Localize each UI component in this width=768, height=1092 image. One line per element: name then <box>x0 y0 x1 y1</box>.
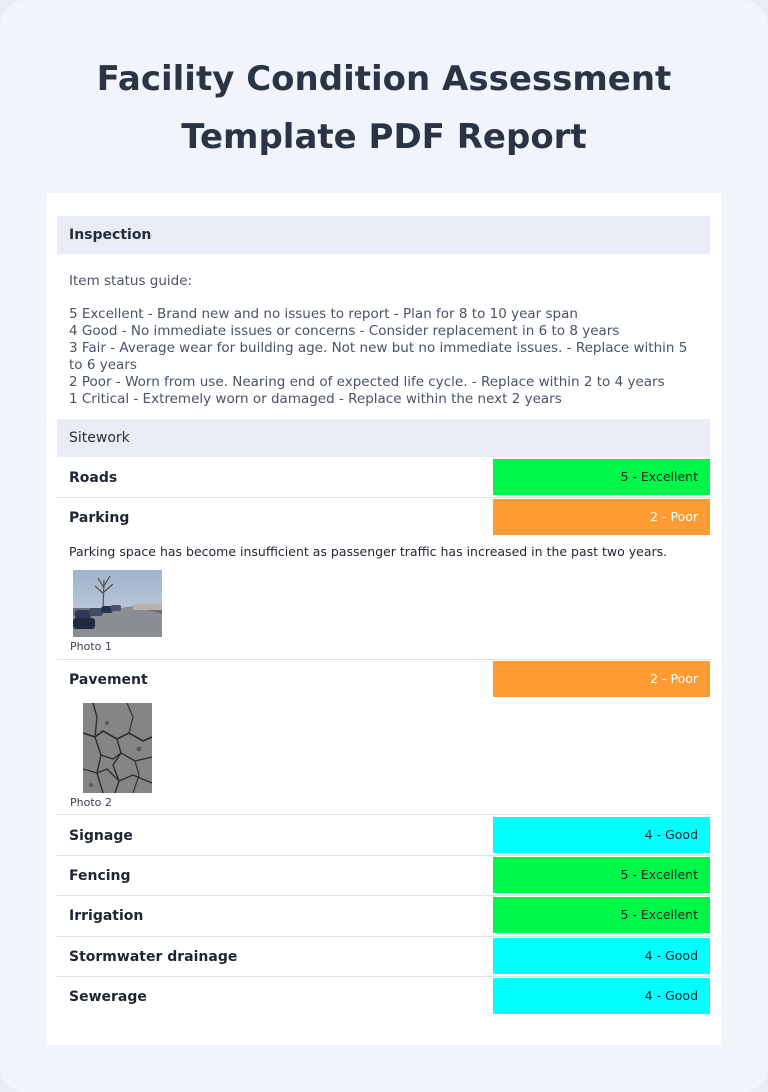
status-badge: 2 - Poor <box>493 661 710 697</box>
cracked-pavement-image <box>83 703 152 793</box>
item-label: Signage <box>69 828 133 844</box>
status-badge: 4 - Good <box>493 817 710 853</box>
guide-line-3: 3 Fair - Average wear for building age. Not new but no immediate issues. - Replace within 5 to 6 years <box>69 340 688 373</box>
item-label: Irrigation <box>69 908 144 924</box>
item-row-sewerage <box>57 976 710 1014</box>
status-badge: 5 - Excellent <box>493 857 710 893</box>
item-label: Parking <box>69 510 130 526</box>
item-row-pavement <box>57 659 710 697</box>
pavement-photo[interactable] <box>83 703 152 793</box>
item-row-fencing <box>57 855 710 893</box>
guide-heading: Item status guide: <box>69 273 193 289</box>
guide-line-4: 4 Good - No immediate issues or concerns - Consider replacement in 6 to 8 years <box>69 323 620 339</box>
title-line-1: Facility Condition Assessment <box>96 59 672 99</box>
item-row-roads <box>57 457 710 495</box>
item-label: Pavement <box>69 672 148 688</box>
inspection-header: Inspection <box>57 216 710 254</box>
item-label: Roads <box>69 470 118 486</box>
status-badge: 2 - Poor <box>493 499 710 535</box>
parking-note: Parking space has become insufficient as passenger traffic has increased in the past two years. <box>69 544 668 559</box>
status-badge: 5 - Excellent <box>493 459 710 495</box>
item-label: Sewerage <box>69 989 147 1005</box>
photo-caption: Photo 1 <box>70 640 112 653</box>
parking-photo[interactable] <box>73 570 162 637</box>
guide-line-1: 1 Critical - Extremely worn or damaged - Replace within the next 2 years <box>69 391 562 407</box>
item-row-parking <box>57 497 710 535</box>
guide-line-2: 2 Poor - Worn from use. Nearing end of expected life cycle. - Replace within 2 to 4 years <box>69 374 665 390</box>
page-title <box>0 50 768 166</box>
item-label: Stormwater drainage <box>69 949 238 965</box>
item-row-stormwater-drainage <box>57 936 710 974</box>
status-badge: 4 - Good <box>493 978 710 1014</box>
guide-line-5: 5 Excellent - Brand new and no issues to report - Plan for 8 to 10 year span <box>69 306 578 322</box>
parking-lot-image <box>73 570 162 637</box>
report-page <box>47 193 721 1045</box>
item-row-signage <box>57 815 710 853</box>
sitework-header: Sitework <box>57 419 710 457</box>
status-guide <box>69 273 699 408</box>
item-label: Fencing <box>69 868 131 884</box>
item-row-irrigation <box>57 895 710 933</box>
photo-caption: Photo 2 <box>70 796 112 809</box>
title-line-2: Template PDF Report <box>181 117 587 157</box>
status-badge: 5 - Excellent <box>493 897 710 933</box>
status-badge: 4 - Good <box>493 938 710 974</box>
